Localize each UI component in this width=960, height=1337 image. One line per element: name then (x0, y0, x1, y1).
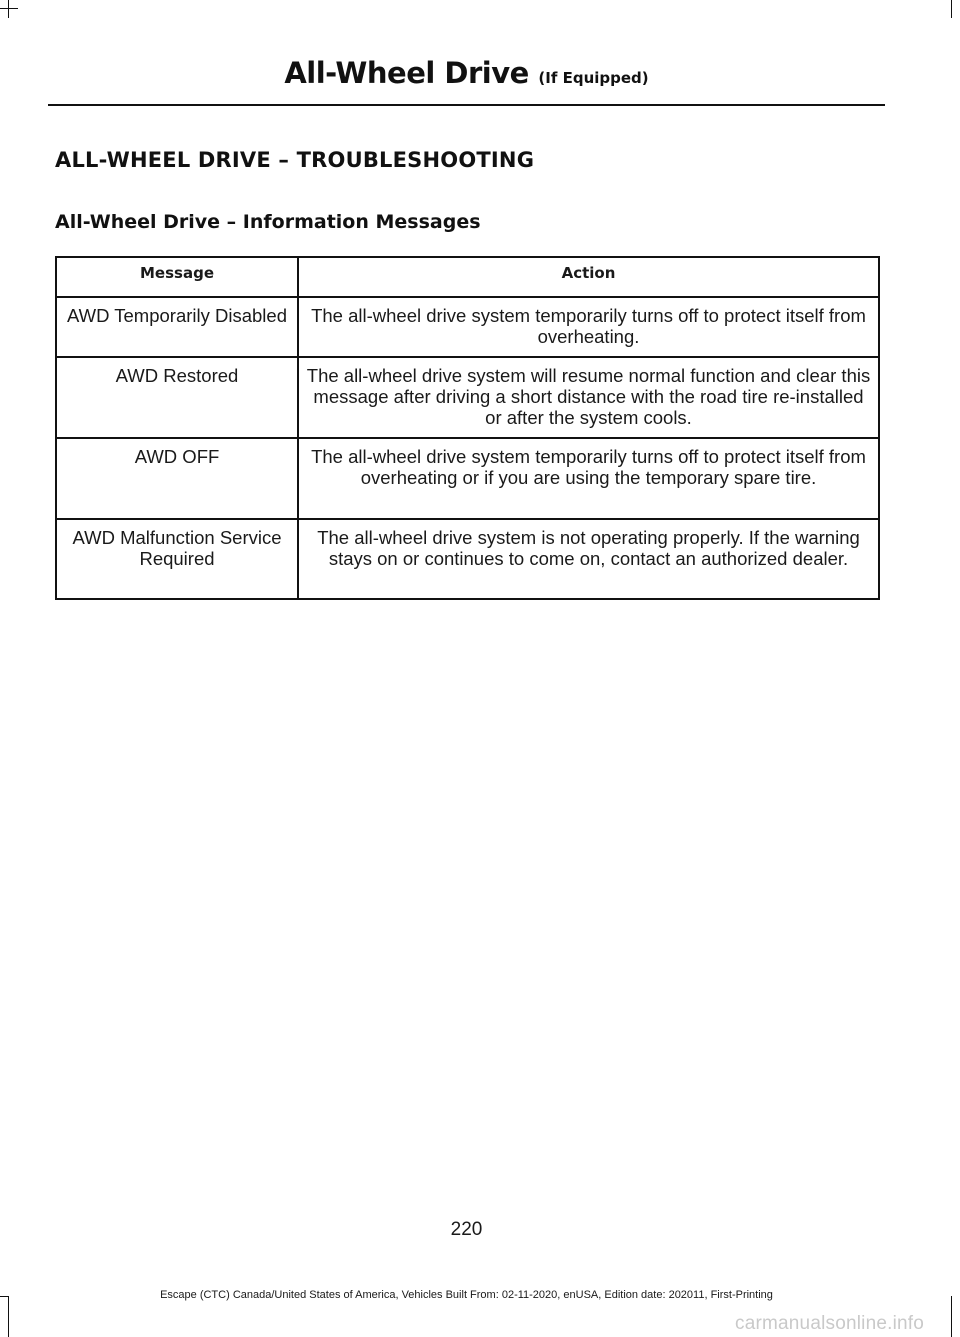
crop-mark (951, 0, 952, 18)
table-row (56, 357, 879, 438)
action-cell: The all-wheel drive system will resume normal function and clear this message after driving a short distance with the road tire re-installed or after the system cools. (298, 357, 879, 438)
information-messages-table (55, 256, 880, 600)
table-header-row (56, 257, 879, 297)
message-cell: AWD Temporarily Disabled (56, 297, 298, 357)
crop-mark (0, 8, 18, 9)
table-row (56, 438, 879, 519)
footer-text: Escape (CTC) Canada/United States of America, Vehicles Built From: 02-11-2020, enUSA, Edition date: 202011, First-Printing (160, 1289, 773, 1301)
subsection-title: All-Wheel Drive – Information Messages (55, 211, 481, 233)
column-header-action: Action (298, 257, 879, 297)
running-header (48, 56, 885, 90)
crop-mark (8, 1296, 9, 1337)
table-row (56, 297, 879, 357)
crop-mark (951, 1296, 952, 1337)
table-row (56, 519, 879, 599)
action-cell: The all-wheel drive system temporarily turns off to protect itself from overheating or if you are using the temporary spare tire. (298, 438, 879, 519)
message-cell: AWD Malfunction Service Required (56, 519, 298, 599)
header-rule (48, 104, 885, 106)
column-header-message: Message (56, 257, 298, 297)
section-title: ALL-WHEEL DRIVE – TROUBLESHOOTING (55, 148, 535, 172)
page-number: 220 (450, 1219, 483, 1240)
message-cell: AWD Restored (56, 357, 298, 438)
watermark: carmanualsonline.info (735, 1313, 925, 1334)
running-header-title: All-Wheel Drive (284, 56, 529, 90)
running-header-subtitle: (If Equipped) (538, 69, 649, 87)
action-cell: The all-wheel drive system temporarily turns off to protect itself from overheating. (298, 297, 879, 357)
message-cell: AWD OFF (56, 438, 298, 519)
crop-mark (8, 0, 9, 18)
action-cell: The all-wheel drive system is not operating properly. If the warning stays on or continues to come on, contact an authorized dealer. (298, 519, 879, 599)
